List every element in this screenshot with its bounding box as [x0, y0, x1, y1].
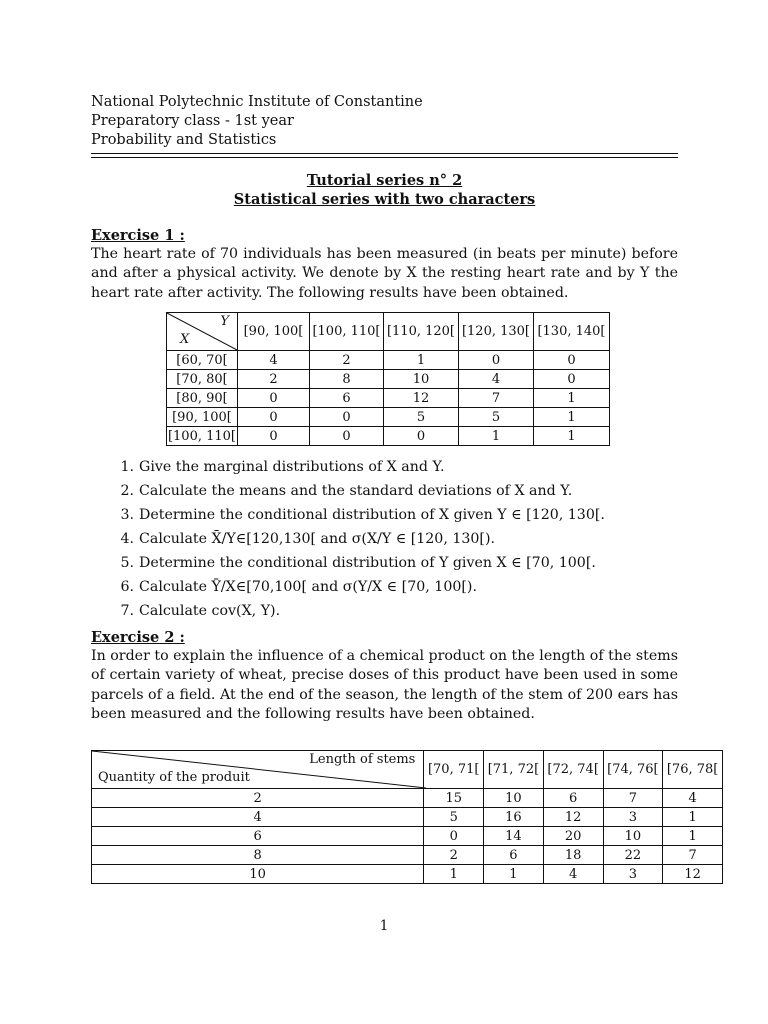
row-header: 6	[92, 827, 424, 846]
question-number: 7.	[120, 603, 134, 619]
table-header-row	[167, 313, 610, 351]
table-cell: 15	[424, 789, 484, 808]
tutorial-title	[91, 171, 678, 190]
question-item	[113, 458, 445, 477]
table-cell: 6	[484, 846, 544, 865]
column-header: [100, 110[	[310, 313, 384, 351]
column-header: [70, 71[	[424, 751, 484, 789]
row-var-label: X	[180, 332, 190, 347]
row-header: 4	[92, 808, 424, 827]
table-cell: 7	[459, 389, 534, 408]
table-cell: 14	[484, 827, 544, 846]
question-text: Calculate cov(X, Y).	[139, 603, 281, 619]
table-cell: 1	[663, 808, 723, 827]
table-cell: 2	[238, 370, 310, 389]
question-text: Calculate the means and the standard deviations of X and Y.	[139, 483, 573, 499]
exercise2-statement: In order to explain the influence of a chemical product on the length of the stems of certain variety of wheat, precise doses of this product have been used in some parcels of a field. At the end of the season, the length of the stem of 200 ears has been measured and the following results have been obtained.	[91, 648, 678, 722]
question-text: Calculate Ȳ/X∈[70,100[ and σ(Y/X ∈ [70, 100[).	[139, 579, 477, 595]
column-header: [76, 78[	[663, 751, 723, 789]
question-item	[113, 506, 605, 525]
question-item	[113, 482, 572, 501]
question-text: Determine the conditional distribution of X given Y ∈ [120, 130[.	[139, 507, 605, 523]
table-cell: 0	[534, 351, 610, 370]
page-number: 1	[379, 918, 389, 934]
tutorial-title-line2: Statistical series with two characters	[233, 191, 536, 208]
question-item	[113, 602, 280, 621]
table-cell: 12	[663, 865, 723, 884]
row-header: 8	[92, 846, 424, 865]
table-cell: 8	[310, 370, 384, 389]
table-row	[167, 408, 610, 427]
table-cell: 3	[603, 808, 663, 827]
class-level: Preparatory class - 1st year	[91, 113, 294, 129]
row-header-label: Quantity of the produit	[98, 770, 250, 785]
table-corner-cell	[167, 313, 238, 351]
column-header: [110, 120[	[384, 313, 459, 351]
table-cell: 10	[484, 789, 544, 808]
row-header: [90, 100[	[167, 408, 238, 427]
table-cell: 4	[663, 789, 723, 808]
table-cell: 0	[384, 427, 459, 446]
question-number: 2.	[120, 483, 134, 499]
header-rule-top	[91, 153, 678, 154]
table-cell: 18	[543, 846, 603, 865]
row-header: [100, 110[	[167, 428, 237, 444]
row-header: [60, 70[	[167, 351, 238, 370]
table-row	[92, 827, 723, 846]
table-cell: 1	[663, 827, 723, 846]
exercise1-table	[166, 312, 610, 446]
question-text: Give the marginal distributions of X and Y.	[139, 459, 445, 475]
table-cell: 6	[543, 789, 603, 808]
table-row	[167, 389, 610, 408]
table-row	[167, 351, 610, 370]
table-cell: 10	[384, 370, 459, 389]
exercise1-statement: The heart rate of 70 individuals has been measured (in beats per minute) before and after a physical activity. We denote by X the resting heart rate and by Y the heart rate after activity. The following results have been obtained.	[91, 246, 678, 301]
table-cell: 0	[238, 389, 310, 408]
table-cell: 5	[384, 408, 459, 427]
table-cell: 4	[543, 865, 603, 884]
table-row	[92, 789, 723, 808]
table-cell: 16	[484, 808, 544, 827]
table-cell: 2	[310, 351, 384, 370]
table-cell: 6	[310, 389, 384, 408]
table-cell: 0	[238, 408, 310, 427]
column-header: [72, 74[	[543, 751, 603, 789]
exercise1-heading: Exercise 1 :	[91, 227, 185, 244]
table-cell: 10	[603, 827, 663, 846]
table-cell: 3	[603, 865, 663, 884]
column-header: [120, 130[	[459, 313, 534, 351]
table-cell: 0	[310, 427, 384, 446]
question-item	[113, 530, 495, 549]
exercise2-heading: Exercise 2 :	[91, 629, 185, 646]
column-header: [74, 76[	[603, 751, 663, 789]
header-rule-bottom	[91, 157, 678, 158]
column-header: [90, 100[	[238, 313, 310, 351]
table-cell: 2	[424, 846, 484, 865]
table-row	[92, 808, 723, 827]
table-row	[92, 865, 723, 884]
table-cell: 0	[310, 408, 384, 427]
table-cell: 12	[543, 808, 603, 827]
column-header: [130, 140[	[534, 313, 610, 351]
table-cell: 0	[534, 370, 610, 389]
table-cell: 0	[238, 427, 310, 446]
table-cell: 1	[424, 865, 484, 884]
table-header-row	[92, 751, 723, 789]
question-text: Determine the conditional distribution of Y given X ∈ [70, 100[.	[139, 555, 596, 571]
table-corner-cell	[92, 751, 424, 789]
table-cell: 1	[534, 408, 610, 427]
question-item	[113, 554, 596, 573]
table-cell: 1	[384, 351, 459, 370]
col-header-label: Length of stems	[309, 752, 416, 767]
table-cell: 5	[424, 808, 484, 827]
course-name: Probability and Statistics	[91, 132, 277, 148]
table-cell: 20	[543, 827, 603, 846]
row-header: [80, 90[	[167, 389, 238, 408]
table-cell: 22	[603, 846, 663, 865]
table-row	[92, 846, 723, 865]
question-number: 4.	[120, 531, 134, 547]
question-text: Calculate X̄/Y∈[120,130[ and σ(X/Y ∈ [120, 130[).	[139, 531, 496, 547]
table-cell: 7	[603, 789, 663, 808]
question-item	[113, 578, 477, 597]
table-cell: 5	[459, 408, 534, 427]
question-number: 6.	[120, 579, 134, 595]
table-cell: 1	[534, 389, 610, 408]
tutorial-title-line1: Tutorial series n° 2	[306, 172, 463, 189]
table-cell: 12	[384, 389, 459, 408]
table-cell: 1	[534, 427, 610, 446]
table-row	[167, 427, 610, 446]
row-header: [70, 80[	[167, 370, 238, 389]
table-cell: 1	[459, 427, 534, 446]
document-header	[91, 93, 423, 150]
question-number: 3.	[120, 507, 134, 523]
table-cell: 0	[459, 351, 534, 370]
institution-name: National Polytechnic Institute of Constantine	[91, 94, 423, 110]
exercise2-table	[91, 750, 723, 884]
tutorial-subtitle	[91, 190, 678, 209]
table-cell: 0	[424, 827, 484, 846]
table-cell: 4	[238, 351, 310, 370]
col-var-label: Y	[220, 314, 229, 329]
row-header: 2	[92, 789, 424, 808]
column-header: [71, 72[	[484, 751, 544, 789]
row-header: 10	[92, 865, 424, 884]
question-number: 1.	[120, 459, 134, 475]
table-cell: 4	[459, 370, 534, 389]
question-number: 5.	[120, 555, 134, 571]
table-cell: 7	[663, 846, 723, 865]
table-cell: 1	[484, 865, 544, 884]
table-row	[167, 370, 610, 389]
